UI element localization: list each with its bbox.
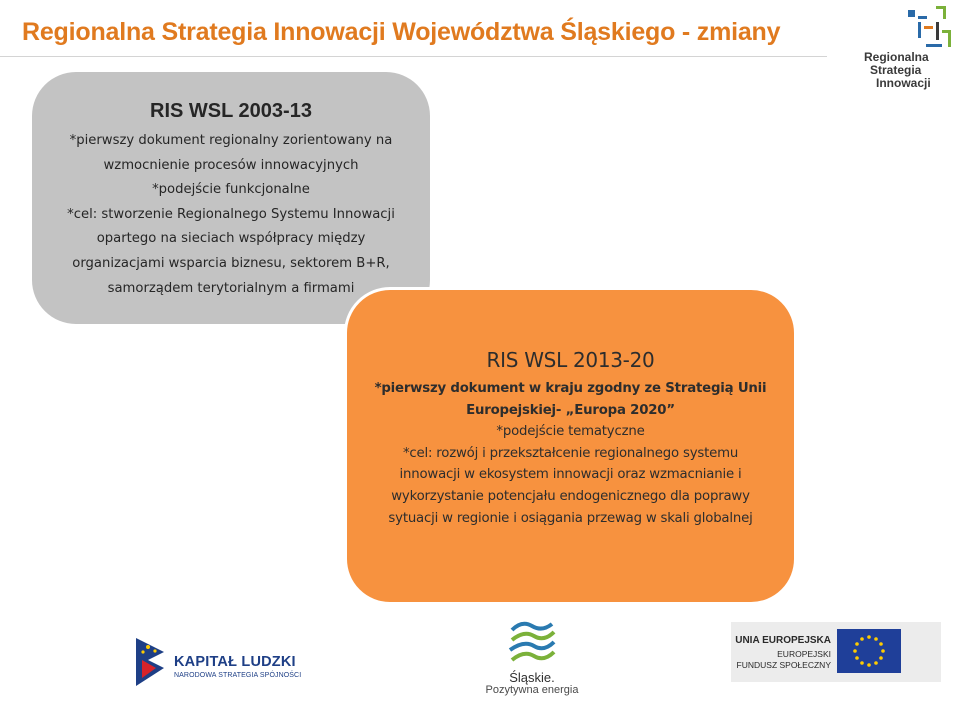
kapital-ludzki-name: KAPITAŁ LUDZKI [174,654,296,670]
ris-logo-line2: Strategia [870,63,922,77]
kapital-ludzki-subtitle: NARODOWA STRATEGIA SPÓJNOŚCI [174,672,302,679]
card-ris-2013-line: *podejście tematyczne [496,424,645,440]
slaskie-name: Śląskie. [509,670,555,685]
eu-line2: EUROPEJSKI [777,649,831,659]
card-ris-2013-line: sytuacji w regionie i osiągania przewag w skali globalnej [388,510,753,526]
kapital-ludzki-emblem-icon [128,634,170,690]
card-ris-2003-line: *podejście funkcjonalne [152,182,310,198]
eu-line1: UNIA EUROPEJSKA [735,635,831,646]
eu-efs-logo [731,622,941,682]
card-ris-2013 [344,287,797,605]
card-ris-2003 [32,72,430,324]
card-ris-2013-line: wykorzystanie potencjału endogenicznego dla poprawy [391,488,750,504]
card-ris-2003-line: samorządem terytorialnym a firmami [107,280,355,296]
card-ris-2003-line: wzmocnienie procesów innowacyjnych [103,157,359,173]
card-ris-2013-line: Europejskiej- „Europa 2020” [466,402,675,418]
page-title: Regionalna Strategia Innowacji Województwa Śląskiego - zmiany [22,18,781,46]
ris-logo-line3: Innowacji [876,76,931,90]
eu-flag-icon [837,629,901,673]
slaskie-logo [482,618,582,700]
card-ris-2013-line: *cel: rozwój i przekształcenie regionalnego systemu [402,445,739,461]
slaskie-tagline: Pozytywna energia [485,684,579,696]
card-ris-2013-title: RIS WSL 2013-20 [486,348,655,372]
kapital-ludzki-logo [128,634,302,690]
card-ris-2003-line: *pierwszy dokument regionalny zorientowany na [69,133,393,148]
card-ris-2013-line: *pierwszy dokument w kraju zgodny ze Strategią Unii [374,381,767,396]
eu-line3: FUNDUSZ SPOŁECZNY [736,660,831,670]
ris-logo-line1: Regionalna [864,50,929,64]
card-ris-2003-line: opartego na sieciach współpracy między [96,231,366,247]
ris-logo [858,4,958,92]
ris-logo-icon [906,4,956,54]
card-ris-2003-line: organizacjami wsparcia biznesu, sektorem B+R, [72,255,390,271]
card-ris-2003-line: *cel: stworzenie Regionalnego Systemu Innowacji [67,206,395,222]
slaskie-waves-icon [502,618,562,670]
card-ris-2003-title: RIS WSL 2003-13 [150,100,312,122]
title-divider [0,56,827,57]
card-ris-2013-line: innowacji w ekosystem innowacji oraz wzmacnianie i [399,467,742,483]
